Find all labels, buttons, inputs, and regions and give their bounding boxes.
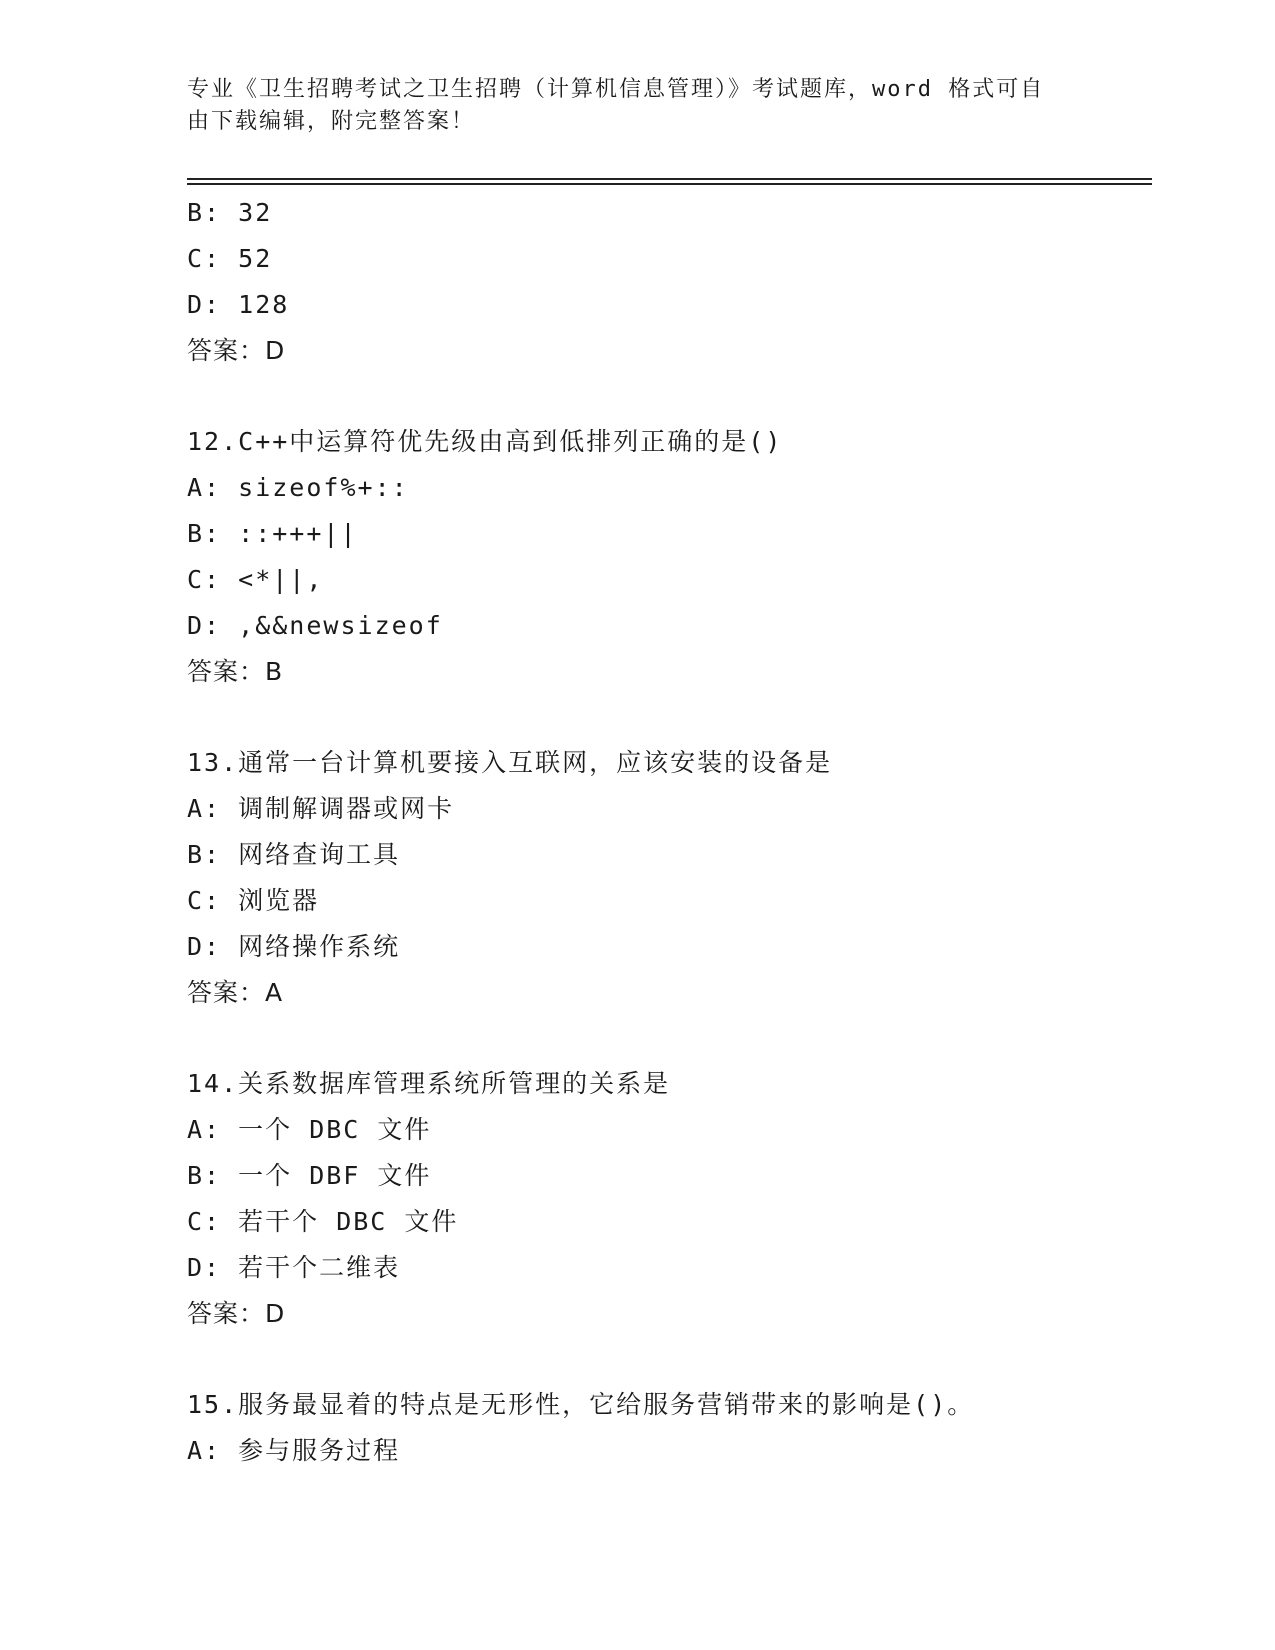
option-d: D: 若干个二维表 — [187, 1253, 401, 1282]
question-stem: 15.服务最显着的特点是无形性，它给服务营销带来的影响是()。 — [187, 1390, 975, 1419]
option-d: D: ,&&newsizeof — [187, 611, 443, 640]
option-b: B: 一个 DBF 文件 — [187, 1161, 432, 1190]
answer-line: 答案：B — [187, 657, 284, 686]
question-12 — [187, 419, 1147, 695]
option-b: B: 网络查询工具 — [187, 840, 401, 869]
option-c: C: 若干个 DBC 文件 — [187, 1207, 459, 1236]
answer-line: 答案：D — [187, 336, 286, 365]
option-b: B: ::+++|| — [187, 519, 358, 548]
question-gap — [187, 695, 1147, 740]
option-c: C: <*||, — [187, 565, 324, 594]
question-13 — [187, 740, 1147, 1016]
question-stem: 13.通常一台计算机要接入互联网，应该安装的设备是 — [187, 748, 833, 777]
answer-line: 答案：D — [187, 1299, 286, 1328]
option-c: C: 52 — [187, 244, 273, 273]
question-stem: 14.关系数据库管理系统所管理的关系是 — [187, 1069, 671, 1098]
question-gap — [187, 1016, 1147, 1061]
question-15 — [187, 1382, 1147, 1474]
header-divider-bottom — [187, 183, 1152, 185]
document-header — [187, 74, 1067, 138]
question-gap — [187, 374, 1147, 419]
option-a: A: 参与服务过程 — [187, 1436, 401, 1465]
header-divider-top — [187, 178, 1152, 180]
option-a: A: sizeof%+:: — [187, 473, 409, 502]
option-d: D: 网络操作系统 — [187, 932, 401, 961]
question-11-continued — [187, 190, 1147, 374]
question-list — [187, 190, 1147, 1474]
question-14 — [187, 1061, 1147, 1337]
option-c: C: 浏览器 — [187, 886, 320, 915]
header-line-2: 由下载编辑，附完整答案！ — [187, 109, 476, 134]
option-a: A: 调制解调器或网卡 — [187, 794, 455, 823]
option-d: D: 128 — [187, 290, 290, 319]
header-line-1: 专业《卫生招聘考试之卫生招聘（计算机信息管理）》考试题库，word 格式可自 — [187, 77, 1045, 102]
answer-line: 答案：A — [187, 978, 284, 1007]
question-gap — [187, 1337, 1147, 1382]
question-stem: 12.C++中运算符优先级由高到低排列正确的是() — [187, 427, 783, 456]
option-b: B: 32 — [187, 198, 273, 227]
option-a: A: 一个 DBC 文件 — [187, 1115, 432, 1144]
